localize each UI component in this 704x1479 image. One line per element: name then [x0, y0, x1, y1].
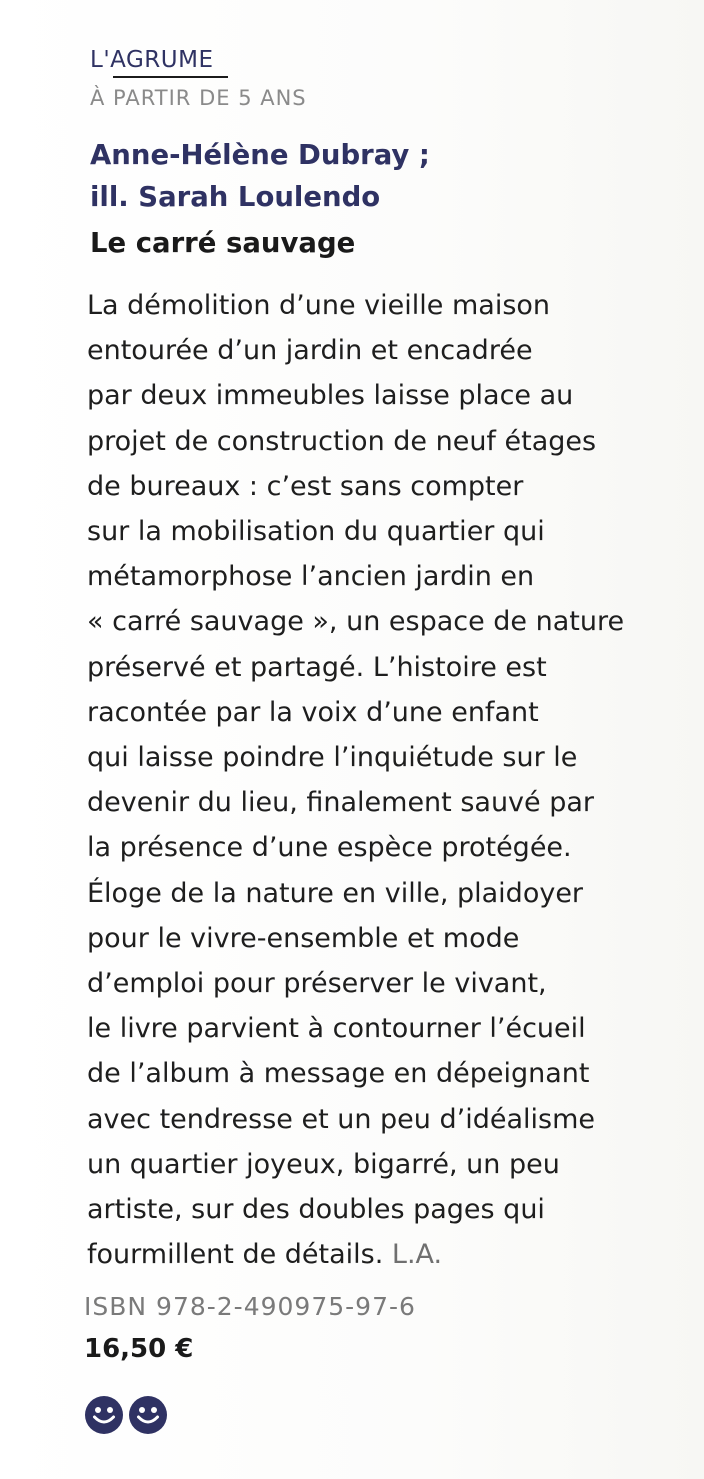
authors: [90, 134, 430, 218]
body-line: devenir du lieu, finalement sauvé par: [87, 787, 595, 819]
body-line: le livre parvient à contourner l’écueil: [87, 1013, 586, 1045]
body-last-text: fourmillent de détails.: [87, 1239, 384, 1271]
body-line: métamorphose l’ancien jardin en: [87, 561, 535, 593]
publisher-underline: [113, 76, 228, 78]
body-line: d’emploi pour préserver le vivant,: [87, 968, 547, 1000]
rating-icons: [84, 1395, 168, 1435]
body-line: préservé et partagé. L’histoire est: [87, 651, 547, 683]
body-line: qui laisse poindre l’inquiétude sur le: [87, 742, 578, 774]
body-line: projet de construction de neuf étages: [87, 425, 597, 457]
body-last-line: [87, 1232, 624, 1277]
smiley-face-icon: [84, 1395, 124, 1435]
body-line: entourée d’un jardin et encadrée: [87, 335, 533, 367]
author-line: Anne-Hélène Dubray ;: [90, 139, 430, 171]
body-line: La démolition d’une vieille maison: [87, 290, 551, 321]
body-line: pour le vivre-ensemble et mode: [87, 922, 520, 954]
body-line: Éloge de la nature en ville, plaidoyer: [87, 877, 584, 909]
illustrator-line: ill. Sarah Loulendo: [90, 181, 381, 213]
age-range: À PARTIR DE 5 ANS: [90, 86, 307, 110]
body-line: de bureaux : c’est sans compter: [87, 470, 524, 502]
body-line: par deux immeubles laisse place au: [87, 380, 574, 412]
body-line: « carré sauvage », un espace de nature: [87, 606, 625, 638]
publisher-name: L'AGRUME: [90, 47, 214, 73]
body-line: de l’album à message en dépeignant: [87, 1058, 590, 1090]
price: 16,50 €: [84, 1334, 194, 1364]
body-line: racontée par la voix d’une enfant: [87, 696, 539, 728]
body-line: un quartier joyeux, bigarré, un peu: [87, 1148, 560, 1180]
reviewer-signature: L.A.: [391, 1239, 443, 1271]
review-body: [87, 283, 624, 1277]
isbn: ISBN 978-2-490975-97-6: [84, 1292, 416, 1321]
body-line: la présence d’une espèce protégée.: [87, 832, 572, 864]
body-line: artiste, sur des doubles pages qui: [87, 1194, 545, 1226]
smiley-face-icon: [128, 1395, 168, 1435]
body-line: sur la mobilisation du quartier qui: [87, 516, 545, 548]
book-title: Le carré sauvage: [90, 227, 356, 259]
body-line: avec tendresse et un peu d’idéalisme: [87, 1103, 595, 1135]
